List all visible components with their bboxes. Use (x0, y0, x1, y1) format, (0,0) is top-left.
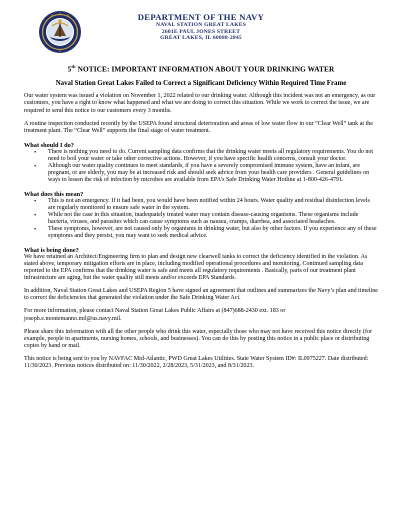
address-line-2: 2601E PAUL JONES STREET (161, 28, 241, 35)
agreement-paragraph: In addition, Naval Station Great Lakes and USEPA Region 5 have signed an agreement that outlines and summarizes the Navy’s plan and timeline to correct the deficiencies that generated the violation under the Safe Drinking Water Act. (24, 288, 378, 302)
address-line-3: GREAT LAKES, IL 60088-2845 (160, 35, 242, 42)
list-item: • This is not an emergency. If it had been, you would have been notified within 24 hours. Water quality and residual disinfection levels are regularly monitored to ensure safe water in the system. (40, 198, 378, 212)
notice-number: 5 (67, 64, 72, 74)
address-line-1: NAVAL STATION GREAT LAKES (155, 22, 247, 28)
distribution-paragraph: This notice is being sent to you by NAVFAC Mid-Atlantic, PWD Great Lakes Utilities. State Water System ID#: IL0975227. Date distributed: 11/30/2023. Previous notices distributed on: 11/30/2022, 2/28/2023, 5/31/2023, and 8/31/2023. (24, 355, 369, 369)
section-heading-what-to-do: What should I do? (24, 141, 74, 149)
what-to-do-list (24, 149, 378, 184)
share-paragraph: Please share this information with all the other people who drink this water, especially those who may not have received this notice directly (for example, people in apartments, nursing homes, schools, and businesses). You can do this by posting this notice in a public place or distributing copies by hand or mail. (24, 328, 373, 349)
notice-subtitle: Naval Station Great Lakes Failed to Correct a Significant Deficiency Within Required Time Frame (55, 80, 347, 88)
list-item: • While not the case in this situation, inadequately treated water may contain disease-causing organisms. These organisms include bacteria, viruses, and parasites which can cause symptoms such as nausea, cramps, diarrhea, and associated headaches. (40, 212, 378, 226)
actions-paragraph: We have retained an Architect/Engineering firm to plan and design new clearwell tanks to correct the deficiency identified in the violation. As stated above, temporary mitigation efforts are in place, including modified operational procedures and monitoring. Continued sampling data reported to the EPA confirms that the drinking water is safe and meets all regulatory requirements . Basically, parts of our treatment plant infrastructure are aging, but the water quality still meets and/or exceeds EPA Standards. (24, 254, 368, 282)
section-heading-what-it-means: What does this mean? (24, 190, 84, 198)
list-item: • Although our water quality continues to meet standards, if you have a severely compromised immune system, have an infant, are pregnant, or are elderly, you may be at increased risk and should seek advice from your health care providers . General guidelines on ways to lessen the risk of infection by microbes are available from EPA’s Safe Drinking Water Hotline at 1-800-426-4791. (40, 163, 378, 184)
intro-paragraph: Our water system was issued a violation on November 1, 2022 related to our drinking water. Although this incident was not an emergency, as our customers, you have a right to know what happened and what we are doing to correct this situation. While we work to correct the issue, we are required to send this notice to our customers every 3 months. (24, 93, 376, 114)
section-heading-what-is-done: What is being done? (24, 247, 79, 255)
notice-title-text: NOTICE: IMPORTANT INFORMATION ABOUT YOUR DRINKING WATER (75, 64, 335, 74)
contact-paragraph: For more information, please contact Naval Station Great Lakes Public Affairs at (847)688-2430 ext. 183 or joseph.e.montemanno.mil@us.navy.mil. (24, 308, 286, 322)
letterhead-text (24, 12, 378, 42)
letterhead (24, 6, 378, 58)
list-item: • These symptoms, however, are not caused only by organisms in drinking water, but also by other factors. If you experience any of these symptoms and they persist, you may want to seek medical advice. (40, 226, 378, 240)
what-it-means-list (24, 198, 378, 240)
inspection-paragraph: A routine inspection conducted recently by the USEPA found structural deterioration and areas of low water flow in our “Clear Well” tank at the treatment plant. The “Clear Well” supports the final stage of water treatment. (24, 120, 373, 134)
notice-title (24, 64, 378, 73)
list-item: • There is nothing you need to do. Current sampling data confirms that the drinking water meets all regulatory requirements. You do not need to boil your water or take other corrective actions. However, if you have specific health concerns, consult your doctor. (40, 149, 378, 163)
notice-ordinal: th (71, 64, 76, 69)
department-name: DEPARTMENT OF THE NAVY (137, 12, 265, 22)
